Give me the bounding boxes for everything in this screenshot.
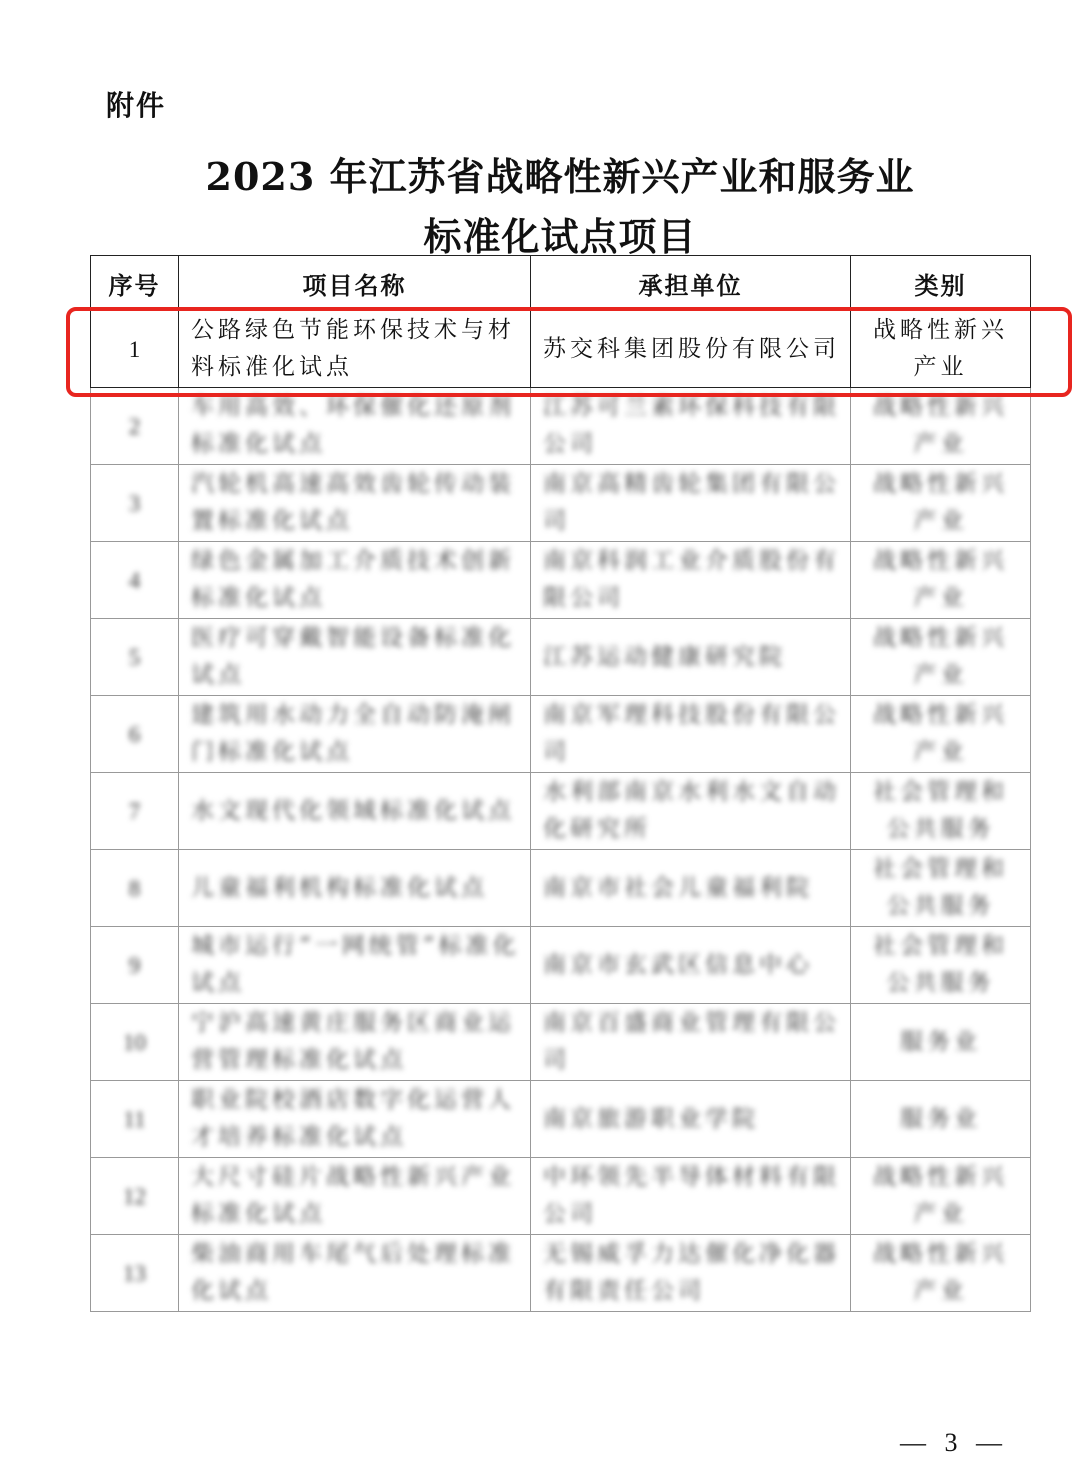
row-responsible-unit: 水利部南京水利水文自动化研究所 — [531, 773, 851, 850]
row-category: 战略性新兴产业 — [851, 1158, 1031, 1235]
row-serial-number: 11 — [91, 1081, 179, 1158]
row-responsible-unit: 南京市社会儿童福利院 — [531, 850, 851, 927]
row-category: 战略性新兴产业 — [851, 619, 1031, 696]
table-row — [91, 850, 1031, 927]
row-project-name: 车用高效、环保催化还原剂标准化试点 — [179, 388, 531, 465]
row-project-name: 公路绿色节能环保技术与材料标准化试点 — [179, 311, 531, 388]
row-category: 战略性新兴产业 — [851, 542, 1031, 619]
document-title-line2: 标准化试点项目 — [423, 214, 697, 259]
row-category: 战略性新兴产业 — [851, 1235, 1031, 1312]
table-row — [91, 1004, 1031, 1081]
header-category: 类别 — [851, 256, 1031, 311]
red-highlight-box — [66, 307, 1072, 397]
row-serial-number: 13 — [91, 1235, 179, 1312]
row-project-name: 绿色金属加工介质技术创新标准化试点 — [179, 542, 531, 619]
row-category: 战略性新兴产业 — [851, 465, 1031, 542]
row-serial-number: 4 — [91, 542, 179, 619]
row-responsible-unit: 无锡威孚力达催化净化器有限责任公司 — [531, 1235, 851, 1312]
table-header-row — [91, 256, 1031, 311]
row-serial-number: 8 — [91, 850, 179, 927]
row-responsible-unit: 苏交科集团股份有限公司 — [531, 311, 851, 388]
row-project-name: 宁沪高速黄庄服务区商业运营管理标准化试点 — [179, 1004, 531, 1081]
row-project-name: 儿童福利机构标准化试点 — [179, 850, 531, 927]
row-project-name: 柴油商用车尾气后处理标准化试点 — [179, 1235, 531, 1312]
document-title-line1: 2023 年江苏省战略性新兴产业和服务业 — [205, 154, 915, 199]
row-responsible-unit: 江苏可兰素环保科技有限公司 — [531, 388, 851, 465]
row-responsible-unit: 南京百盛商业管理有限公司 — [531, 1004, 851, 1081]
row-responsible-unit: 南京科润工业介质股份有限公司 — [531, 542, 851, 619]
row-serial-number: 3 — [91, 465, 179, 542]
attachment-label: 附件 — [106, 89, 167, 122]
row-project-name: 建筑用水动力全自动防淹闸门标准化试点 — [179, 696, 531, 773]
row-serial-number: 2 — [91, 388, 179, 465]
row-responsible-unit: 南京旅游职业学院 — [531, 1081, 851, 1158]
table-row — [91, 542, 1031, 619]
row-serial-number: 1 — [91, 311, 179, 388]
row-responsible-unit: 中环领先半导体材料有限公司 — [531, 1158, 851, 1235]
row-serial-number: 5 — [91, 619, 179, 696]
table-row — [91, 1081, 1031, 1158]
page-number: — 3 — — [900, 1428, 1008, 1457]
header-responsible-unit: 承担单位 — [531, 256, 851, 311]
header-serial-number: 序号 — [91, 256, 179, 311]
row-project-name: 医疗可穿戴智能设备标准化试点 — [179, 619, 531, 696]
row-serial-number: 10 — [91, 1004, 179, 1081]
row-category: 战略性新兴产业 — [851, 388, 1031, 465]
row-serial-number: 7 — [91, 773, 179, 850]
row-project-name: 职业院校酒店数字化运营人才培养标准化试点 — [179, 1081, 531, 1158]
row-category: 社会管理和公共服务 — [851, 850, 1031, 927]
row-category: 社会管理和公共服务 — [851, 927, 1031, 1004]
row-project-name: 城市运行“一网统管”标准化试点 — [179, 927, 531, 1004]
row-responsible-unit: 南京高精齿轮集团有限公司 — [531, 465, 851, 542]
table-row — [91, 388, 1031, 465]
header-project-name: 项目名称 — [179, 256, 531, 311]
table-row — [91, 927, 1031, 1004]
table-row — [91, 465, 1031, 542]
row-responsible-unit: 南京市玄武区信息中心 — [531, 927, 851, 1004]
row-category: 战略性新兴产业 — [851, 311, 1031, 388]
row-category: 战略性新兴产业 — [851, 696, 1031, 773]
row-responsible-unit: 南京军理科技股份有限公司 — [531, 696, 851, 773]
table-row — [91, 773, 1031, 850]
row-responsible-unit: 江苏运动健康研究院 — [531, 619, 851, 696]
row-project-name: 大尺寸硅片战略性新兴产业标准化试点 — [179, 1158, 531, 1235]
row-serial-number: 9 — [91, 927, 179, 1004]
row-project-name: 汽轮机高速高效齿轮传动装置标准化试点 — [179, 465, 531, 542]
row-category: 服务业 — [851, 1081, 1031, 1158]
table-row — [91, 696, 1031, 773]
row-project-name: 水文现代化领域标准化试点 — [179, 773, 531, 850]
table-row — [91, 1158, 1031, 1235]
row-serial-number: 6 — [91, 696, 179, 773]
table-row — [91, 619, 1031, 696]
pilot-project-table — [90, 255, 1031, 1312]
row-category: 社会管理和公共服务 — [851, 773, 1031, 850]
row-category: 服务业 — [851, 1004, 1031, 1081]
row-serial-number: 12 — [91, 1158, 179, 1235]
table-row — [91, 1235, 1031, 1312]
